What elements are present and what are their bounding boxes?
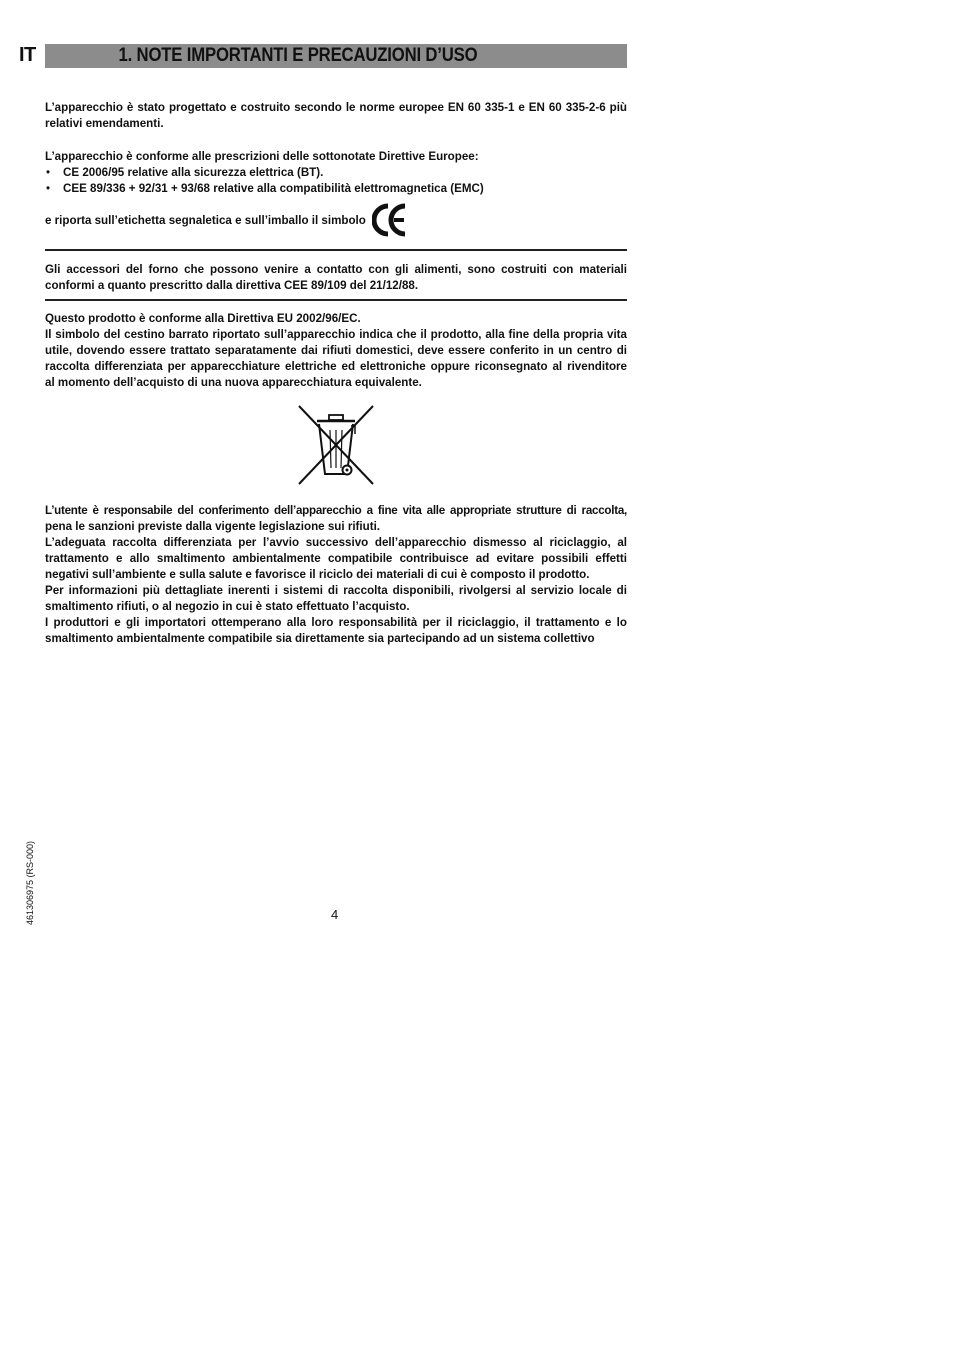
- list-item: [45, 165, 627, 181]
- divider: [45, 299, 627, 301]
- text-line: raccolta differenziata per apparecchiature elettriche ed elettroniche oppure riconsegnato al rivenditore: [45, 360, 627, 373]
- crossed-out-bin-icon: [297, 404, 375, 486]
- text-line: trattamento e allo smaltimento ambientalmente compatibile contribuisce ad evitare possibili effetti: [45, 552, 627, 565]
- text-line: L’apparecchio è stato progettato e costruito secondo le norme europee EN 60 335-1 e EN 60 335-2-6 più: [45, 101, 627, 114]
- text-line: Questo prodotto è conforme alla Direttiva EU 2002/96/EC.: [45, 312, 361, 325]
- list-item: [45, 181, 627, 197]
- text-line: al momento dell’acquisto di una nuova apparecchiatura equivalente.: [45, 376, 422, 389]
- standards-paragraph: [45, 100, 627, 132]
- ce-mark-text: e riporta sull’etichetta segnaletica e sull’imballo il simbolo: [45, 213, 366, 227]
- text-line: Il simbolo del cestino barrato riportato sull’apparecchio indica che il prodotto, alla fine della propria vita: [45, 328, 627, 341]
- divider: [45, 249, 627, 251]
- text-line: pena le sanzioni previste dalla vigente legislazione sui rifiuti.: [45, 520, 381, 533]
- list-item-text: CEE 89/336 + 92/31 + 93/68 relative alla compatibilità elettromagnetica (EMC): [63, 182, 484, 195]
- directives-list: [45, 165, 627, 197]
- text-line: relativi emendamenti.: [45, 117, 164, 130]
- text-line: Per informazioni più dettagliate inerenti i sistemi di raccolta disponibili, rivolgersi al servizio locale di: [45, 584, 627, 597]
- page-number: 4: [331, 907, 339, 922]
- page-title: 1. NOTE IMPORTANTI E PRECAUZIONI D’USO: [118, 45, 478, 66]
- language-code: IT: [19, 44, 36, 66]
- text-line: conformi a quanto prescritto dalla direttiva CEE 89/109 del 21/12/88.: [45, 279, 419, 292]
- bullet-icon: •: [46, 182, 51, 195]
- text-line: L’adeguata raccolta differenziata per l’avvio successivo dell’apparecchio dismesso al riciclaggio, al: [45, 536, 627, 549]
- food-contact-paragraph: [45, 262, 627, 294]
- ce-mark-icon: [372, 202, 408, 238]
- list-item-text: CE 2006/95 relative alla sicurezza elettrica (BT).: [63, 166, 324, 179]
- text-line: I produttori e gli importatori ottemperano alla loro responsabilità per il riciclaggio, il trattamento e lo: [45, 616, 627, 629]
- weee-paragraph: [45, 311, 627, 391]
- text-line: Gli accessori del forno che possono venire a contatto con gli alimenti, sono costruiti con materiali: [45, 263, 627, 276]
- ce-mark-row: [45, 202, 408, 238]
- text-line: smaltimento rifiuti, o al negozio in cui è stato effettuato l’acquisto.: [45, 600, 410, 613]
- text-line: smaltimento ambientalmente compatibile sia direttamente sia partecipando ad un sistema collettivo: [45, 632, 595, 645]
- disposal-paragraph: [45, 503, 627, 647]
- text-line: L’utente è responsabile del conferimento dell’apparecchio a fine vita alle appropriate strutture di raccolta,: [45, 504, 627, 517]
- text-line: negativi sull’ambiente e sulla salute e favorisce il riciclo dei materiali di cui è composto il prodotto.: [45, 568, 590, 581]
- bullet-icon: •: [46, 166, 51, 179]
- text-line: utile, dovendo essere trattato separatamente dai rifiuti domestici, deve essere conferito in un centro di: [45, 344, 627, 357]
- document-id: 461306975 (RS-000): [25, 840, 35, 925]
- directives-intro: L’apparecchio è conforme alle prescrizioni delle sottonotate Direttive Europee:: [45, 150, 479, 163]
- section-title-bar: [45, 44, 627, 68]
